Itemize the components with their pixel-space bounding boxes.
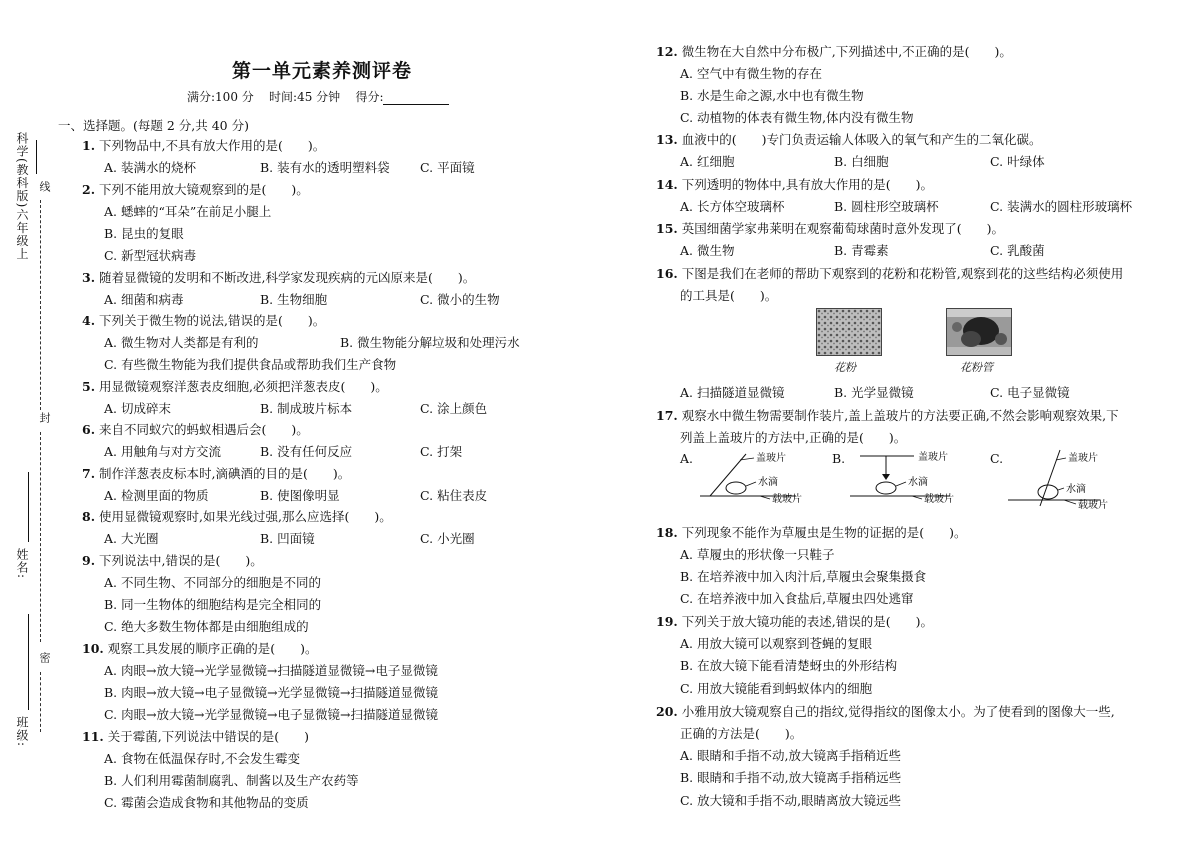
- full-score: 满分:100 分: [187, 90, 254, 104]
- q17-diagram-b: [846, 448, 986, 504]
- slide-label-c: 载玻片: [1078, 500, 1108, 511]
- q18-option-b[interactable]: B. 在培养液中加入肉汁后,草履虫会聚集摄食: [680, 569, 927, 584]
- q20-option-b[interactable]: B. 眼睛和手指不动,放大镜离手指稍远些: [680, 770, 902, 785]
- question-7: 7. 制作洋葱表皮标本时,滴碘酒的目的是( )。: [82, 466, 351, 481]
- q1-option-b[interactable]: B. 装有水的透明塑料袋: [260, 160, 390, 175]
- q10-option-b[interactable]: B. 肉眼→放大镜→电子显微镜→光学显微镜→扫描隧道显微镜: [104, 685, 439, 700]
- question-1: 1. 下列物品中,不具有放大作用的是( )。: [82, 138, 326, 153]
- q7-option-b[interactable]: B. 使图像明显: [260, 488, 340, 503]
- question-2: 2. 下列不能用放大镜观察到的是( )。: [82, 182, 309, 197]
- question-13: 13. 血液中的( )专门负责运输人体吸入的氧气和产生的二氧化碳。: [656, 132, 1042, 147]
- q14-option-c[interactable]: C. 装满水的圆柱形玻璃杯: [990, 199, 1133, 214]
- class-label: 班级:: [15, 716, 29, 748]
- binding-rule: [36, 140, 37, 174]
- q19-option-b[interactable]: B. 在放大镜下能看清楚蚜虫的外形结构: [680, 658, 898, 673]
- q12-option-c[interactable]: C. 动植物的体表有微生物,体内没有微生物: [680, 110, 914, 125]
- q9-option-a[interactable]: A. 不同生物、不同部分的细胞是不同的: [104, 575, 321, 590]
- q5-option-a[interactable]: A. 切成碎末: [104, 401, 171, 416]
- question-17-cont: 列盖上盖玻片的方法中,正确的是( )。: [680, 430, 907, 445]
- binding-dash-top: [40, 200, 41, 410]
- q9-option-b[interactable]: B. 同一生物体的细胞结构是完全相同的: [104, 597, 322, 612]
- question-4: 4. 下列关于微生物的说法,错误的是( )。: [82, 313, 326, 328]
- q17-option-b[interactable]: B.: [832, 451, 846, 466]
- q8-option-b[interactable]: B. 凹面镜: [260, 531, 315, 546]
- q14-option-b[interactable]: B. 圆柱形空玻璃杯: [834, 199, 939, 214]
- q8-option-c[interactable]: C. 小光圈: [420, 531, 475, 546]
- class-rule: [28, 614, 29, 710]
- q1-option-a[interactable]: A. 装满水的烧杯: [104, 160, 196, 175]
- q19-option-a[interactable]: A. 用放大镜可以观察到苍蝇的复眼: [680, 636, 872, 651]
- question-12: 12. 微生物在大自然中分布极广,下列描述中,不正确的是( )。: [656, 44, 1012, 59]
- binding-strip: [0, 0, 52, 860]
- q9-option-c[interactable]: C. 绝大多数生物体都是由细胞组成的: [104, 619, 309, 634]
- time-limit: 时间:45 分钟: [269, 90, 341, 104]
- pollen-tube-caption: 花粉管: [960, 361, 993, 374]
- q13-option-c[interactable]: C. 叶绿体: [990, 154, 1045, 169]
- question-16: 16. 下图是我们在老师的帮助下观察到的花粉和花粉管,观察到花的这些结构必须使用: [656, 266, 1124, 281]
- question-9: 9. 下列说法中,错误的是( )。: [82, 553, 263, 568]
- q6-option-b[interactable]: B. 没有任何反应: [260, 444, 353, 459]
- q7-option-c[interactable]: C. 粘住表皮: [420, 488, 488, 503]
- q3-option-c[interactable]: C. 微小的生物: [420, 292, 500, 307]
- drop-label-a: 水滴: [758, 477, 778, 488]
- q15-option-c[interactable]: C. 乳酸菌: [990, 243, 1045, 258]
- q18-option-c[interactable]: C. 在培养液中加入食盐后,草履虫四处逃窜: [680, 591, 914, 606]
- q17-option-a[interactable]: A.: [680, 451, 694, 466]
- q11-option-b[interactable]: B. 人们利用霉菌制腐乳、制酱以及生产农药等: [104, 773, 359, 788]
- slide-label-a: 载玻片: [772, 494, 802, 504]
- q20-option-c[interactable]: C. 放大镜和手指不动,眼睛离放大镜远些: [680, 793, 902, 808]
- q14-option-a[interactable]: A. 长方体空玻璃杯: [680, 199, 785, 214]
- question-3: 3. 随着显微镜的发明和不断改进,科学家发现疾病的元凶原来是( )。: [82, 270, 476, 285]
- q4-option-c[interactable]: C. 有些微生物能为我们提供食品或帮助我们生产食物: [104, 357, 397, 372]
- q16-option-c[interactable]: C. 电子显微镜: [990, 385, 1070, 400]
- q15-option-b[interactable]: B. 青霉素: [834, 243, 889, 258]
- q17-diagram-c: [1004, 446, 1144, 512]
- drop-label-c: 水滴: [1066, 484, 1086, 495]
- q11-option-a[interactable]: A. 食物在低温保存时,不会发生霉变: [104, 751, 300, 766]
- q4-option-b[interactable]: B. 微生物能分解垃圾和处理污水: [340, 335, 520, 350]
- name-label: 姓名:: [15, 548, 29, 580]
- q19-option-c[interactable]: C. 用放大镜能看到蚂蚁体内的细胞: [680, 681, 873, 696]
- q10-option-c[interactable]: C. 肉眼→放大镜→光学显微镜→电子显微镜→扫描隧道显微镜: [104, 707, 438, 722]
- q16-option-b[interactable]: B. 光学显微镜: [834, 385, 914, 400]
- question-17: 17. 观察水中微生物需要制作装片,盖上盖玻片的方法要正确,不然会影响观察效果,下: [656, 408, 1119, 423]
- exam-meta: [187, 88, 449, 105]
- question-10: 10. 观察工具发展的顺序正确的是( )。: [82, 641, 318, 656]
- name-rule: [28, 472, 29, 542]
- q13-option-a[interactable]: A. 红细胞: [680, 154, 735, 169]
- drop-label-b: 水滴: [908, 477, 928, 488]
- q16-option-a[interactable]: A. 扫描隧道显微镜: [680, 385, 785, 400]
- q6-option-a[interactable]: A. 用触角与对方交流: [104, 444, 221, 459]
- q2-option-c[interactable]: C. 新型冠状病毒: [104, 248, 197, 263]
- pollen-tube-image: [946, 308, 1012, 356]
- question-18: 18. 下列现象不能作为草履虫是生物的证据的是( )。: [656, 525, 967, 540]
- q2-option-b[interactable]: B. 昆虫的复眼: [104, 226, 184, 241]
- course-label: 科学(教科版)六年级上: [15, 132, 29, 261]
- q5-option-c[interactable]: C. 涂上颜色: [420, 401, 488, 416]
- section-heading: 一、选择题。(每题 2 分,共 40 分): [58, 118, 249, 133]
- q13-option-b[interactable]: B. 白细胞: [834, 154, 889, 169]
- score-label: 得分:: [355, 90, 384, 104]
- question-5: 5. 用显微镜观察洋葱表皮细胞,必须把洋葱表皮( )。: [82, 379, 388, 394]
- score-blank[interactable]: [383, 92, 449, 105]
- page-title: 第一单元素养测评卷: [232, 60, 413, 82]
- pollen-image: [816, 308, 882, 356]
- cut-line-mark: 线: [38, 181, 51, 193]
- q17-option-c[interactable]: C.: [990, 451, 1004, 466]
- q3-option-b[interactable]: B. 生物细胞: [260, 292, 328, 307]
- q11-option-c[interactable]: C. 霉菌会造成食物和其他物品的变质: [104, 795, 309, 810]
- question-16-cont: 的工具是( )。: [680, 288, 778, 303]
- question-20: 20. 小雅用放大镜观察自己的指纹,觉得指纹的图像太小。为了使看到的图像大一些,: [656, 704, 1115, 719]
- q2-option-a[interactable]: A. 蟋蟀的“耳朵”在前足小腿上: [104, 204, 272, 219]
- question-11: 11. 关于霉菌,下列说法中错误的是( ): [82, 729, 309, 744]
- cover-label-c: 盖玻片: [1068, 453, 1098, 464]
- question-14: 14. 下列透明的物体中,具有放大作用的是( )。: [656, 177, 933, 192]
- q3-option-a[interactable]: A. 细菌和病毒: [104, 292, 184, 307]
- pollen-caption: 花粉: [834, 361, 856, 374]
- question-20-cont: 正确的方法是( )。: [680, 726, 803, 741]
- q18-option-a[interactable]: A. 草履虫的形状像一只鞋子: [680, 547, 835, 562]
- question-15: 15. 英国细菌学家弗莱明在观察葡萄球菌时意外发现了( )。: [656, 221, 1004, 236]
- inner-mark: 密: [38, 652, 51, 664]
- q1-option-c[interactable]: C. 平面镜: [420, 160, 475, 175]
- q12-option-b[interactable]: B. 水是生命之源,水中也有微生物: [680, 88, 864, 103]
- question-8: 8. 使用显微镜观察时,如果光线过强,那么应选择( )。: [82, 509, 392, 524]
- cover-label-a: 盖玻片: [756, 453, 786, 464]
- question-6: 6. 来自不同蚁穴的蚂蚁相遇后会( )。: [82, 422, 309, 437]
- question-19: 19. 下列关于放大镜功能的表述,错误的是( )。: [656, 614, 933, 629]
- slide-label-b: 载玻片: [924, 494, 954, 504]
- q7-option-a[interactable]: A. 检测里面的物质: [104, 488, 209, 503]
- binding-dash-mid: [40, 432, 41, 642]
- q15-option-a[interactable]: A. 微生物: [680, 243, 735, 258]
- q10-option-a[interactable]: A. 肉眼→放大镜→光学显微镜→扫描隧道显微镜→电子显微镜: [104, 663, 438, 678]
- q6-option-c[interactable]: C. 打架: [420, 444, 463, 459]
- q5-option-b[interactable]: B. 制成玻片标本: [260, 401, 353, 416]
- binding-dash-bottom: [40, 672, 41, 732]
- q17-diagram-a: [696, 448, 836, 504]
- seal-mark: 封: [38, 412, 51, 424]
- cover-label-b: 盖玻片: [918, 452, 948, 463]
- q4-option-a[interactable]: A. 微生物对人类都是有利的: [104, 335, 259, 350]
- q20-option-a[interactable]: A. 眼睛和手指不动,放大镜离手指稍近些: [680, 748, 901, 763]
- q8-option-a[interactable]: A. 大光圈: [104, 531, 159, 546]
- q12-option-a[interactable]: A. 空气中有微生物的存在: [680, 66, 822, 81]
